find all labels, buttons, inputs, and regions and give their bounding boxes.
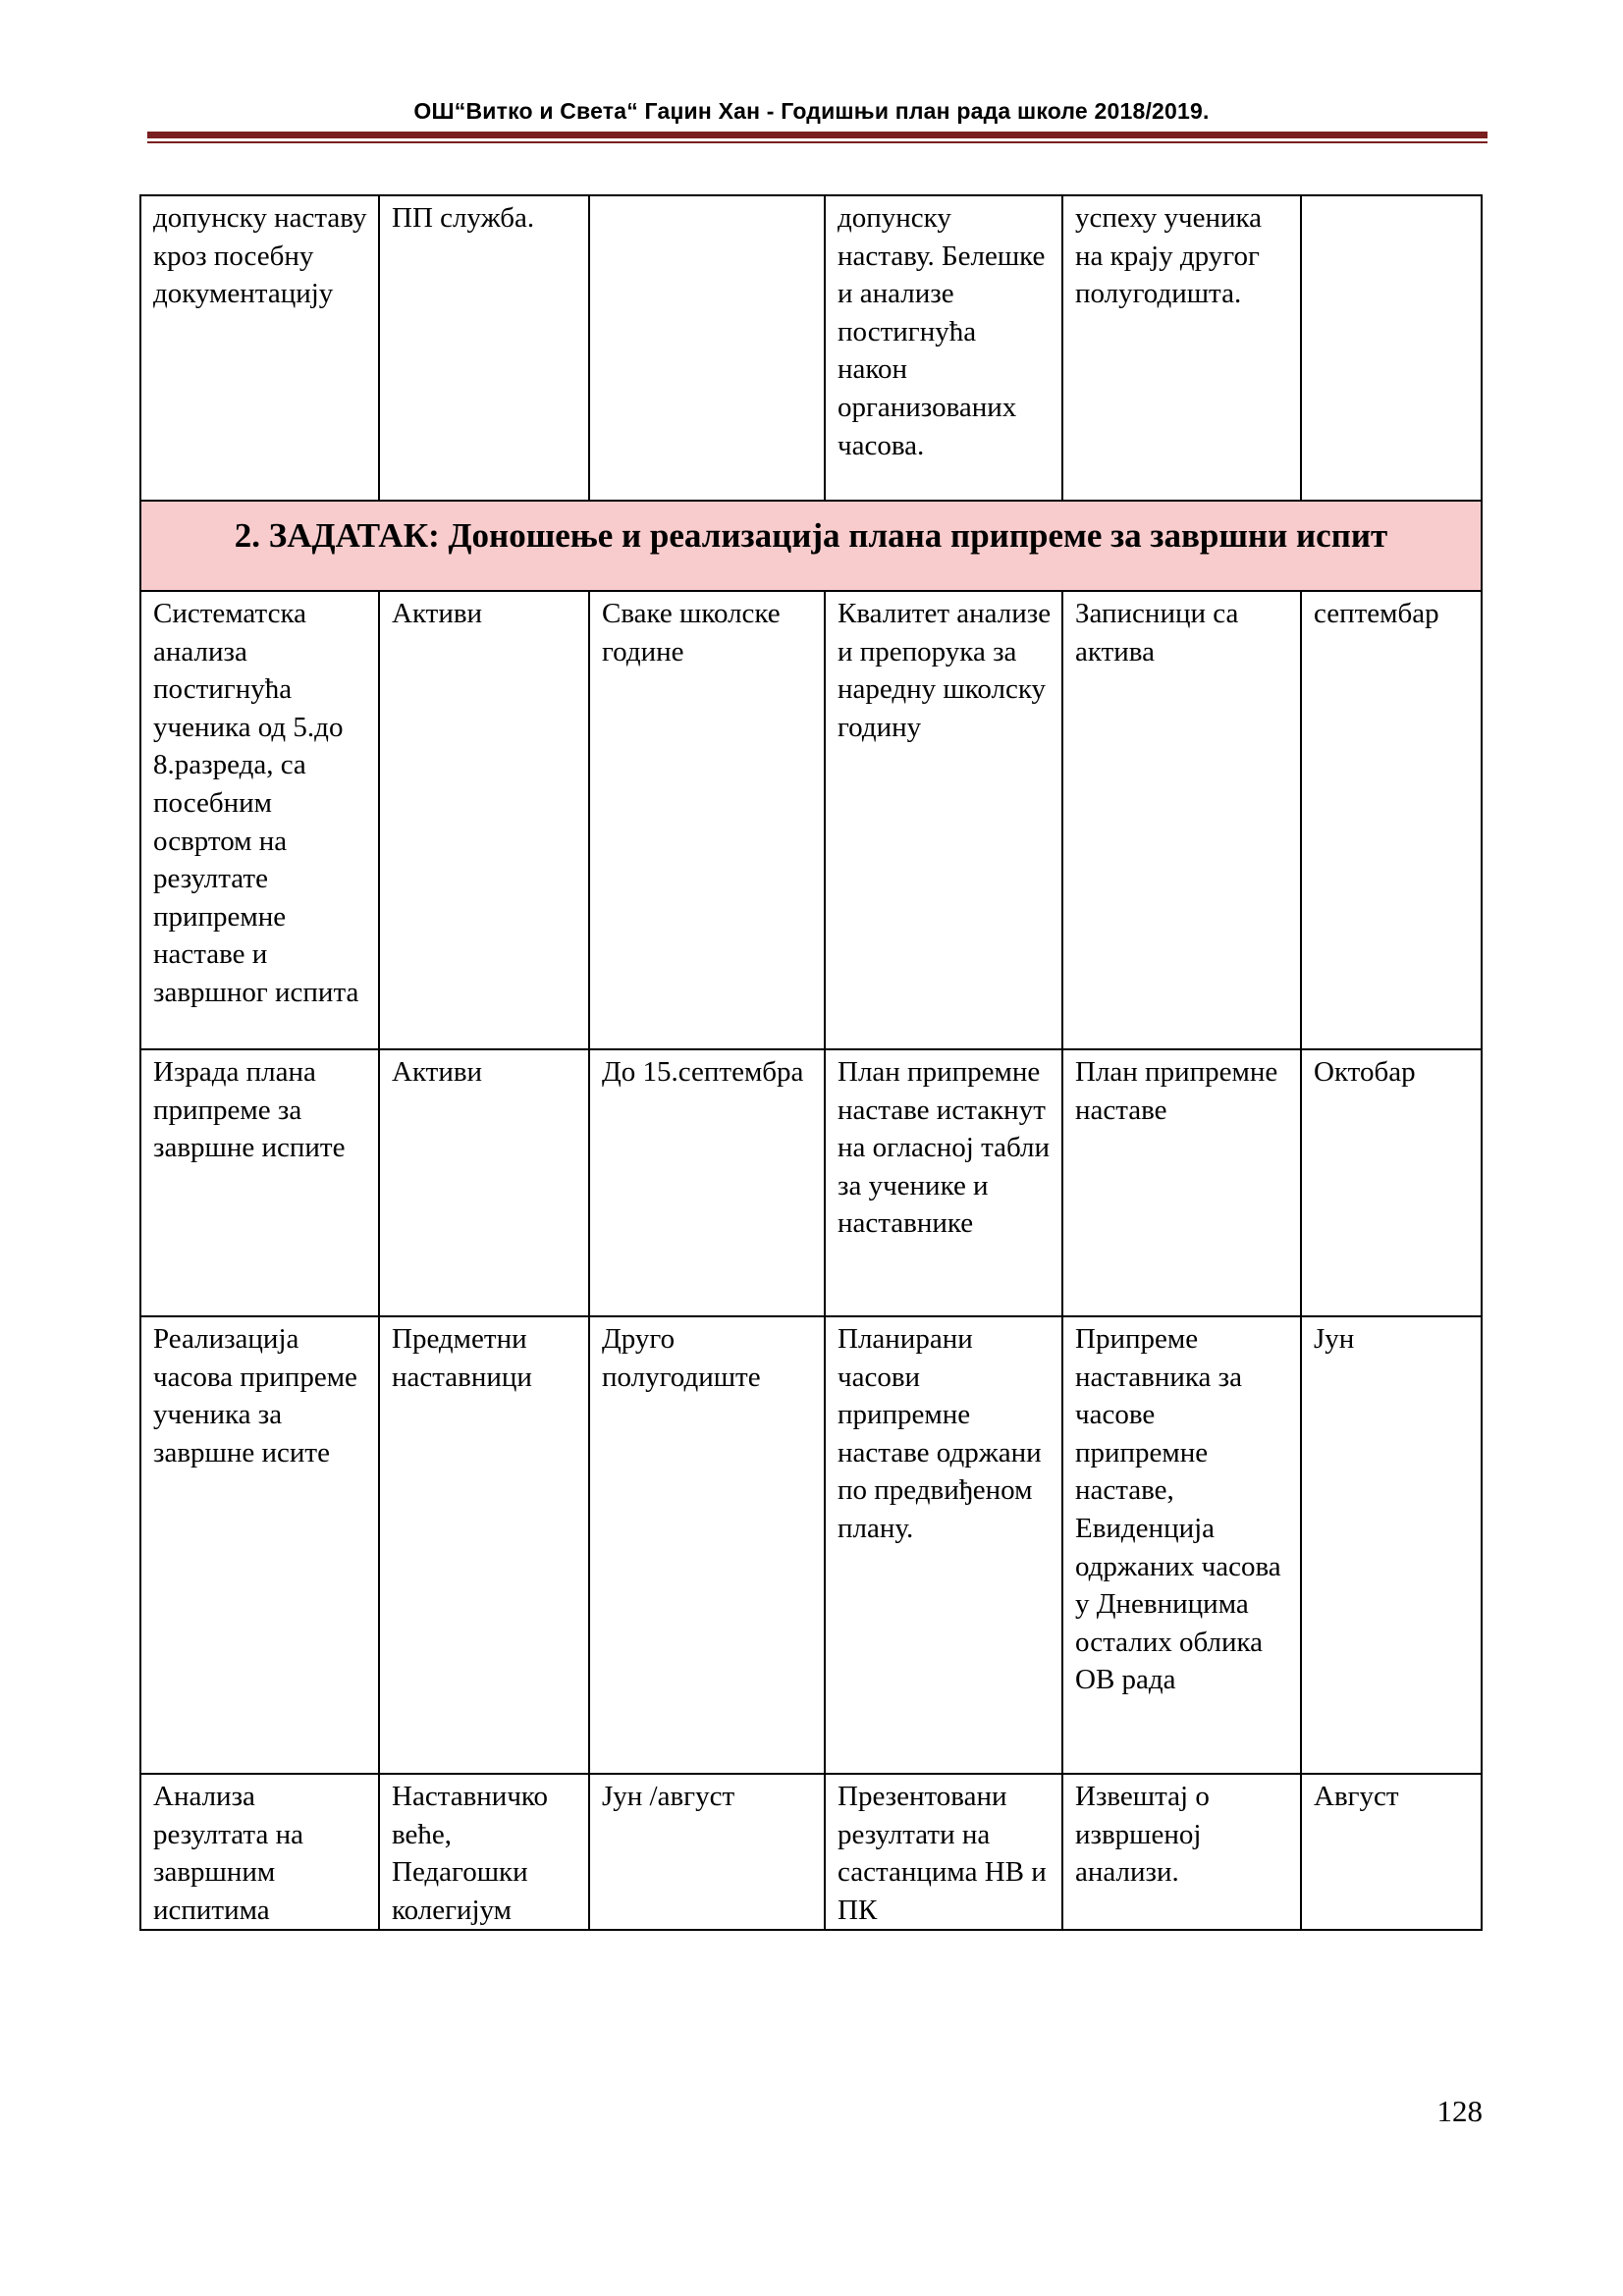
- table-row-continuation: [140, 195, 1482, 501]
- table-cell: Октобар: [1301, 1049, 1482, 1316]
- task-heading: 2. ЗАДАТАК: Доношење и реализација плана припреме за завршни испит: [140, 501, 1482, 591]
- header-rule-thick: [147, 132, 1488, 138]
- table-cell: допунску наставу кроз посебну документацију: [140, 195, 379, 501]
- table-cell: Записници са актива: [1062, 591, 1301, 1049]
- table-cell: допунску наставу. Белешке и анализе постигнућа након организованих часова.: [825, 195, 1062, 501]
- table-row: [140, 591, 1482, 1049]
- table-cell: Август: [1301, 1774, 1482, 1930]
- table-cell: Друго полугодиште: [589, 1316, 825, 1774]
- table-cell: Планирани часови припремне наставе одржани по предвиђеном плану.: [825, 1316, 1062, 1774]
- table-row: [140, 1049, 1482, 1316]
- table-cell: Систематска анализа постигнућа ученика од 5.до 8.разреда, са посебним освртом на резултате припремне наставе и завршног испита: [140, 591, 379, 1049]
- page-header-title: ОШ“Витко и Света“ Гаџин Хан - Годишњи план рада школе 2018/2019.: [413, 98, 1210, 124]
- table-cell: До 15.септембра: [589, 1049, 825, 1316]
- table-cell: Јун /август: [589, 1774, 825, 1930]
- table-cell: Наставничко веће, Педагошки колегијум: [379, 1774, 589, 1930]
- table-cell: Јун: [1301, 1316, 1482, 1774]
- table-cell: План припремне наставе истакнут на огласној табли за ученике и наставнике: [825, 1049, 1062, 1316]
- header-rule-thin: [147, 141, 1488, 143]
- table-cell: Реализација часова припреме ученика за завршне исите: [140, 1316, 379, 1774]
- table-cell: Припреме наставника за часове припремне наставе, Евиденција одржаних часова у Дневницима осталих облика ОВ рада: [1062, 1316, 1301, 1774]
- page-number: 128: [1436, 2094, 1483, 2128]
- table-cell: [1301, 195, 1482, 501]
- table-cell: успеху ученика на крају другог полугодишта.: [1062, 195, 1301, 501]
- table-cell: Израда плана припреме за завршне испите: [140, 1049, 379, 1316]
- table-cell: Предметни наставници: [379, 1316, 589, 1774]
- table-cell: Активи: [379, 1049, 589, 1316]
- table-cell: План припремне наставе: [1062, 1049, 1301, 1316]
- table-cell: Анализа резултата на завршним испитима: [140, 1774, 379, 1930]
- table-row: [140, 1316, 1482, 1774]
- table-cell: Презентовани резултати на састанцима НВ и ПК: [825, 1774, 1062, 1930]
- table-cell: Извештај о извршеној анализи.: [1062, 1774, 1301, 1930]
- table-cell: септембар: [1301, 591, 1482, 1049]
- table-cell: Активи: [379, 591, 589, 1049]
- table-cell: [589, 195, 825, 501]
- table-cell: ПП служба.: [379, 195, 589, 501]
- plan-table: [139, 194, 1483, 1931]
- table-row: [140, 1774, 1482, 1930]
- task-heading-row: [140, 501, 1482, 591]
- table-cell: Сваке школске године: [589, 591, 825, 1049]
- table-cell: Квалитет анализе и препорука за наредну школску годину: [825, 591, 1062, 1049]
